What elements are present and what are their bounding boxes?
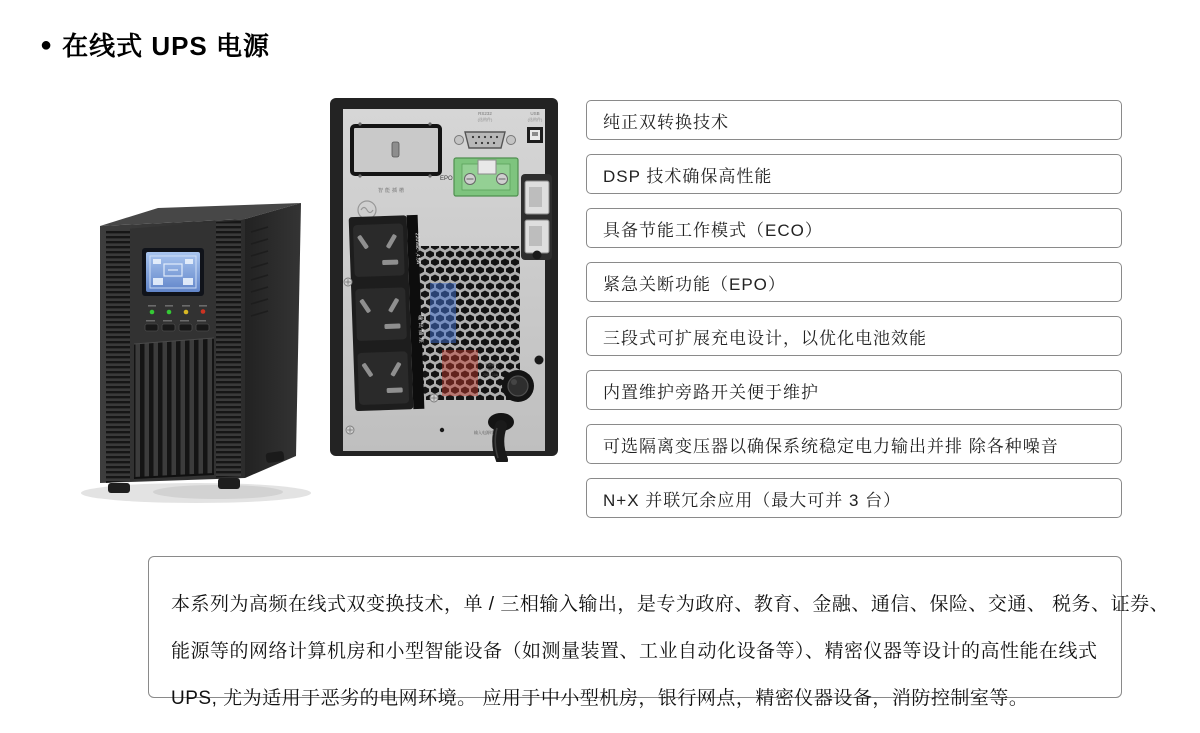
ups-rear-image [330,98,558,462]
svg-text:过载保护: 过载保护 [484,368,498,372]
tower-side-face [245,203,301,478]
description-line: 本系列为高频在线式双变换技术，单 / 三相输入输出，是专为政府、教育、金融、通信、保险、交通、 税务、证券、 [171,594,1170,615]
description-line: 能源等的网络计算机房和小型智能设备（如测量装置、工业自动化设备等）、精密仪器等设计的高性能在线式 [171,641,1098,662]
led-green-1 [150,310,155,315]
front-right-vents [216,221,241,478]
ups-front-image [68,186,312,510]
usb-label: USB [530,111,540,116]
feature-text: 紧急关断功能（EPO） [603,274,786,294]
feature-box-6 [586,370,1122,410]
feature-box-1 [586,100,1122,140]
feature-text: DSP 技术确保高性能 [603,166,773,186]
outlet-spec-label: 220Vac~,4.5A [413,232,421,265]
feature-text: 内置维护旁路开关便于维护 [603,382,819,402]
feature-text: 三段式可扩展充电设计，以优化电池效能 [603,328,927,348]
outlet-name-label: 输出插座 [416,314,424,345]
front-foot-right [218,478,240,489]
bullet-icon: ● [40,33,53,56]
svg-text:(选购件): (选购件) [477,117,493,122]
feature-box-3 [586,208,1122,248]
page-title-text: 在线式 UPS 电源 [62,31,271,61]
breaker-label [483,362,499,377]
socket-1 [353,223,405,277]
feature-box-5 [586,316,1122,356]
feature-box-2 [586,154,1122,194]
svg-text:(选购件): (选购件) [527,117,543,122]
front-foot-left [108,483,130,493]
lcd-screen [142,248,204,296]
description-box [148,556,1170,709]
feature-box-8 [586,478,1122,518]
feature-text: 可选隔离变压器以确保系统稳定电力输出并排 除各种噪音 [603,436,1059,456]
feature-text: 纯正双转换技术 [603,112,729,132]
front-grille [134,338,214,478]
socket-3 [357,351,409,405]
rs232-label: RS232 [478,111,492,116]
epo-terminal [454,158,518,196]
slot-cover [352,122,440,177]
usb-port [527,127,543,143]
battery-connectors [521,174,552,260]
slot-label: 智能插槽 [378,188,407,194]
led-red [201,309,206,314]
epo-label: EPO [440,176,453,182]
led-green-2 [167,310,172,315]
ups-front-svg [68,186,312,510]
feature-text: N+X 并联冗余应用（最大可并 3 台） [603,490,902,510]
led-yellow [184,310,189,315]
description-line: UPS, 尤为适用于恶劣的电网环境。 应用于中小型机房，银行网点，精密仪器设备，消防控制室等。 [171,688,1029,709]
socket-2 [355,287,407,341]
breaker-knob [502,370,534,402]
svg-text:250V 10A: 250V 10A [483,373,498,377]
front-left-vents [106,229,130,483]
feature-text: 具备节能工作模式（ECO） [603,220,823,240]
input-label: 输入电源线 [474,430,494,435]
outlet-panel [349,215,428,411]
ups-rear-svg [330,98,558,462]
feature-box-7 [586,424,1122,464]
page-title [40,26,270,63]
feature-list [586,100,1122,518]
svg-text:交流输入: 交流输入 [484,363,498,367]
vent-grille [418,246,520,400]
feature-box-4 [586,262,1122,302]
